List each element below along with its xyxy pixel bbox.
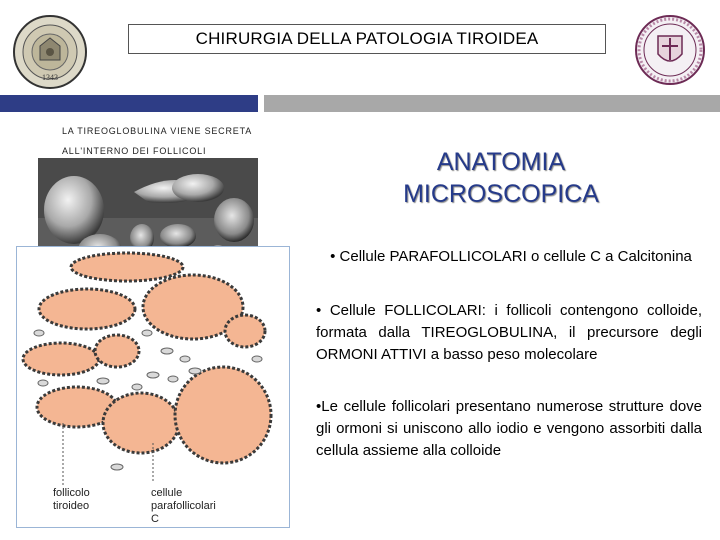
header-gray-bar	[264, 95, 720, 112]
image-caption-line2: ALL'INTERNO DEI FOLLICOLI	[62, 146, 207, 156]
label-follicolo-tiroideo: follicolo tiroideo	[53, 487, 90, 512]
svg-text:1343: 1343	[42, 73, 58, 82]
seal-left-icon	[12, 14, 88, 90]
bullet-parafollicular: • Cellule PARAFOLLICOLARI o cellule C a Calcitonina	[330, 248, 692, 265]
university-seal-icon	[634, 14, 706, 86]
slide-title-text: CHIRURGIA DELLA PATOLOGIA TIROIDEA	[195, 29, 539, 48]
section-heading: ANATOMIA MICROSCOPICA	[403, 148, 599, 208]
image-caption-line1: LA TIREOGLOBULINA VIENE SECRETA	[62, 126, 253, 136]
university-seal-left	[12, 14, 88, 90]
bullet-follicular: • Cellule FOLLICOLARI: i follicoli contengono colloide, formata dalla TIREOGLOBULINA, il precursore degli ORMONI ATTIVI a basso peso molecolare	[316, 302, 702, 363]
bullet-follicular-structures: •Le cellule follicolari presentano numerose strutture dove gli ormoni si uniscono allo iodio e vengono assorbiti dalla cellula assieme alla colloide	[316, 398, 702, 459]
label-cellule-parafollicolari: cellule parafollicolari C	[151, 487, 216, 525]
university-seal-right	[634, 14, 706, 86]
header-accent-bar	[0, 95, 258, 112]
follicle-illustration-icon	[17, 247, 289, 527]
slide-title	[128, 24, 606, 54]
thyroid-follicle-diagram	[16, 246, 290, 528]
